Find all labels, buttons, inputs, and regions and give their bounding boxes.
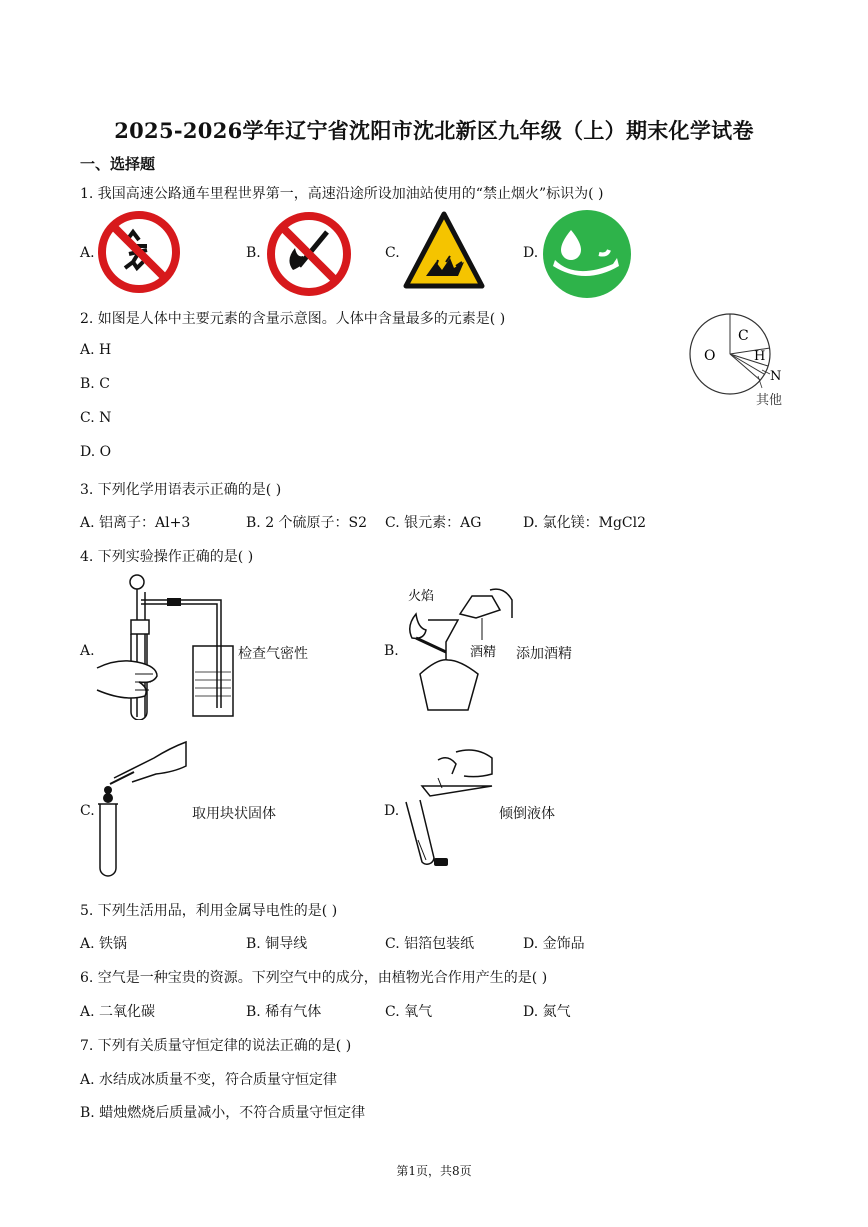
question-3-stem: 3. 下列化学用语表示正确的是( ) [80, 482, 282, 498]
q2-option-a[interactable]: A. H [80, 342, 112, 358]
flame-label: 火焰 [408, 589, 435, 604]
q2-option-d[interactable]: D. O [80, 444, 112, 460]
q1-option-a-label[interactable]: A. [80, 245, 95, 261]
question-2-stem: 2. 如图是人体中主要元素的含量示意图。人体中含量最多的元素是( ) [80, 311, 506, 327]
q6-option-d[interactable]: D. 氮气 [523, 1004, 571, 1020]
q1-option-b-label[interactable]: B. [246, 245, 261, 261]
q4-option-a-caption: 检查气密性 [238, 646, 308, 662]
q3-option-d[interactable]: D. 氯化镁：MgCl2 [523, 515, 647, 531]
pie-label-n: N [770, 369, 782, 384]
question-6-stem: 6. 空气是一种宝贵的资源。下列空气中的成分，由植物光合作用产生的是( ) [80, 970, 548, 986]
page-title: 2025-2026学年辽宁省沈阳市沈北新区九年级（上）期末化学试卷 [114, 118, 754, 143]
pie-label-c: C [738, 328, 749, 344]
q7-option-b[interactable]: B. 蜡烛燃烧后质量减小，不符合质量守恒定律 [80, 1105, 366, 1121]
pouring-liquid-diagram [398, 744, 498, 872]
q1-option-c-label[interactable]: C. [385, 245, 400, 261]
page-footer: 第1页，共8页 [396, 1164, 472, 1178]
no-matches-sign-icon [265, 210, 353, 298]
q3-option-a[interactable]: A. 铝离子：Al+3 [80, 515, 191, 531]
question-5-stem: 5. 下列生活用品，利用金属导电性的是( ) [80, 903, 338, 919]
q4-option-b-caption: 添加酒精 [516, 646, 572, 662]
section-heading: 一、选择题 [80, 155, 156, 173]
q5-option-d[interactable]: D. 金饰品 [523, 936, 585, 952]
q5-option-c[interactable]: C. 铝箔包装纸 [385, 936, 475, 952]
q4-option-d-caption: 倾倒液体 [499, 806, 555, 822]
q1-option-d-label[interactable]: D. [523, 245, 539, 261]
q6-option-b[interactable]: B. 稀有气体 [246, 1004, 322, 1020]
explosive-warning-sign-icon [402, 210, 486, 290]
q3-option-b[interactable]: B. 2 个硫原子：S2 [246, 515, 368, 531]
q7-option-a[interactable]: A. 水结成冰质量不变，符合质量守恒定律 [80, 1072, 338, 1088]
question-1-stem: 1. 我国高速公路通车里程世界第一，高速沿途所设加油站使用的“禁止烟火”标识为( ) [80, 186, 604, 202]
q3-option-c[interactable]: C. 银元素：AG [385, 515, 482, 531]
pie-label-h: H [754, 349, 766, 364]
q5-option-a[interactable]: A. 铁锅 [80, 936, 128, 952]
q2-option-b[interactable]: B. C [80, 376, 110, 392]
q4-option-c-label[interactable]: C. [80, 803, 95, 819]
no-fireworks-sign-icon [97, 210, 181, 294]
q5-option-b[interactable]: B. 铜导线 [246, 936, 308, 952]
pie-label-o: O [704, 348, 716, 364]
element-content-pie-chart [686, 310, 796, 410]
pie-label-other: 其他 [756, 393, 783, 408]
airtightness-check-diagram [95, 572, 235, 720]
question-4-stem: 4. 下列实验操作正确的是( ) [80, 549, 254, 565]
q2-option-c[interactable]: C. N [80, 410, 112, 426]
q4-option-d-label[interactable]: D. [384, 803, 400, 819]
q6-option-a[interactable]: A. 二氧化碳 [80, 1004, 156, 1020]
q6-option-c[interactable]: C. 氧气 [385, 1004, 433, 1020]
q4-option-a-label[interactable]: A. [80, 643, 95, 659]
q4-option-b-label[interactable]: B. [384, 643, 399, 659]
adding-alcohol-diagram [398, 578, 516, 718]
alcohol-label: 酒精 [470, 645, 497, 660]
water-saving-sign-icon [541, 208, 633, 300]
question-7-stem: 7. 下列有关质量守恒定律的说法正确的是( ) [80, 1038, 352, 1054]
q4-option-c-caption: 取用块状固体 [192, 806, 276, 822]
solid-block-test-tube-diagram [94, 738, 194, 878]
